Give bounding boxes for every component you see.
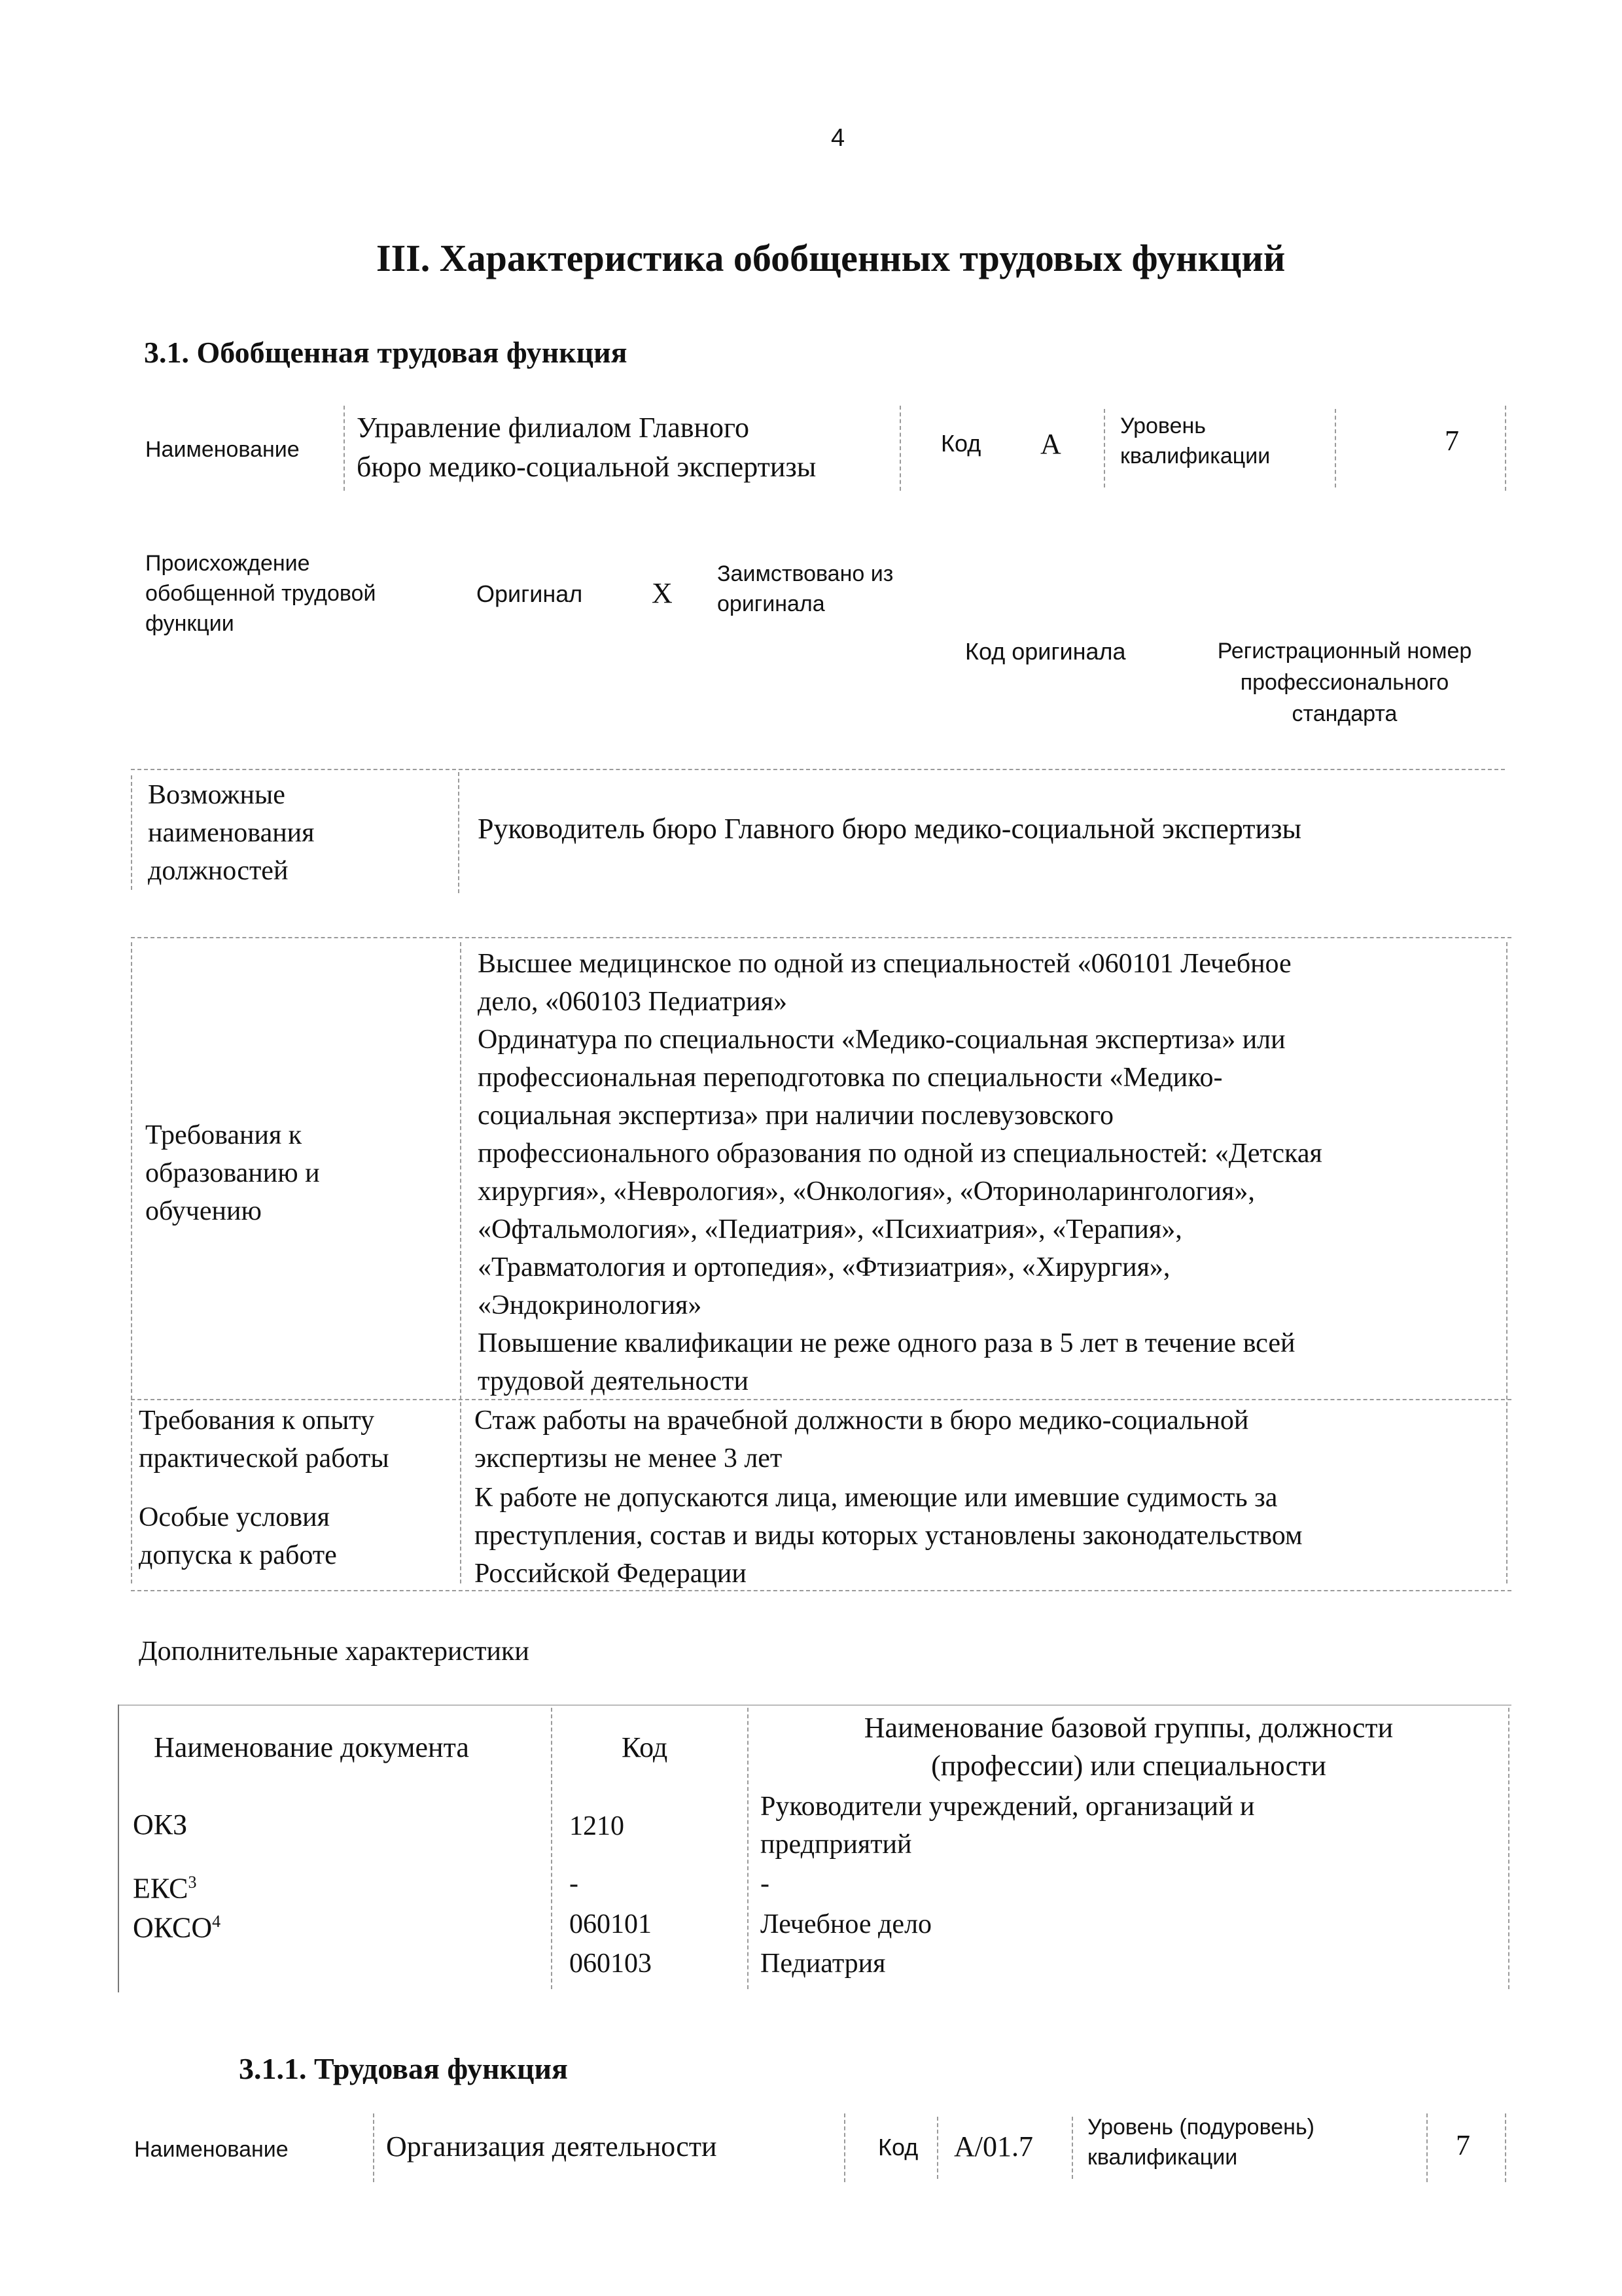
additional-title: Дополнительные характеристики [139, 1636, 529, 1667]
special-label-line2: допуска к работе [139, 1540, 337, 1570]
divider [1508, 1708, 1509, 1989]
table-row-doc: ОКСО$^4$ [133, 1911, 221, 1944]
positions-value: Руководитель бюро Главного бюро медико-социальной экспертизы [478, 813, 1302, 845]
tf-code: А/01.7 [954, 2130, 1033, 2163]
gtf-level-label-line2: квалификации [1120, 444, 1271, 468]
table-row-doc: ОКЗ [133, 1809, 188, 1841]
education-label-line3: обучению [145, 1196, 262, 1226]
reg-number-line3: стандарта [1292, 701, 1398, 726]
code-original-label: Код оригинала [965, 638, 1126, 665]
gtf-level-label-line1: Уровень [1120, 414, 1206, 438]
divider [131, 1590, 1511, 1591]
borrowed-label-line2: оригинала [717, 592, 825, 616]
reg-number-line1: Регистрационный номер [1217, 639, 1472, 663]
borrowed-label-line1: Заимствовано из [717, 561, 894, 586]
table-row-name-line1: Педиатрия [760, 1949, 886, 1979]
divider [747, 1708, 749, 1989]
section-title: III. Характеристика обобщенных трудовых функций [376, 237, 1286, 279]
table-row-code: 060101 [569, 1909, 652, 1939]
education-line: «Офтальмология», «Педиатрия», «Психиатрия», «Терапия», [478, 1214, 1182, 1245]
footnote-mark: 3 [188, 1873, 197, 1892]
tf-level-label-line1: Уровень (подуровень) [1087, 2115, 1314, 2140]
positions-label-line1: Возможные [148, 780, 285, 810]
reg-number-line2: профессионального [1240, 670, 1449, 695]
table-row-code: 1210 [569, 1811, 624, 1841]
divider [131, 937, 1511, 938]
divider [1505, 2113, 1506, 2182]
tf-title: 3.1.1. Трудовая функция [239, 2052, 568, 2085]
divider [1335, 409, 1336, 487]
education-line: социальная экспертиза» при наличии послевузовского [478, 1101, 1114, 1131]
divider [937, 2117, 938, 2179]
divider [1104, 409, 1105, 487]
experience-line1: Стаж работы на врачебной должности в бюро медико-социальной [474, 1405, 1249, 1436]
gtf-code-label: Код [941, 430, 981, 457]
header-name-line2: (профессии) или специальности [931, 1750, 1326, 1782]
header-name-line1: Наименование базовой группы, должности [864, 1712, 1394, 1744]
table-row-name-line1: - [760, 1869, 769, 1899]
education-line: трудовой деятельности [478, 1366, 749, 1396]
table-row-name-line1: Лечебное дело [760, 1909, 932, 1939]
tf-code-label: Код [878, 2134, 919, 2161]
origin-label-line1: Происхождение [145, 551, 310, 576]
experience-line2: экспертизы не менее 3 лет [474, 1443, 783, 1474]
origin-label-line3: функции [145, 611, 234, 636]
divider [1426, 2113, 1428, 2182]
footnote-mark: 4 [212, 1912, 221, 1931]
education-line: Ординатура по специальности «Медико-социальная экспертиза» или [478, 1025, 1286, 1055]
divider [551, 1708, 552, 1989]
experience-label-line2: практической работы [139, 1443, 389, 1474]
page-number: 4 [831, 124, 845, 152]
gtf-level: 7 [1445, 425, 1459, 457]
tf-level: 7 [1456, 2129, 1470, 2161]
positions-label-line2: наименования [148, 818, 315, 848]
tf-name: Организация деятельности [386, 2130, 717, 2163]
header-doc: Наименование документа [154, 1731, 469, 1763]
original-label: Оригинал [476, 580, 583, 607]
divider [131, 1399, 1511, 1400]
gtf-name-line1: Управление филиалом Главного [357, 412, 749, 444]
tf-level-label-line2: квалификации [1087, 2145, 1238, 2170]
table-row-code: - [569, 1869, 578, 1899]
special-line1: К работе не допускаются лица, имеющие или имевшие судимость за [474, 1483, 1278, 1513]
divider [458, 772, 459, 893]
tf-name-label: Наименование [134, 2137, 289, 2162]
table-row-name-line2: предприятий [760, 1829, 912, 1860]
divider [900, 406, 901, 491]
divider [844, 2113, 845, 2182]
special-line2: преступления, состав и виды которых установлены законодательством [474, 1521, 1303, 1551]
gtf-code: А [1040, 428, 1061, 460]
positions-label-line3: должностей [148, 856, 289, 886]
education-line: «Травматология и ортопедия», «Фтизиатрия», «Хирургия», [478, 1252, 1171, 1282]
divider [131, 769, 1505, 770]
divider [1505, 406, 1506, 491]
divider [1072, 2117, 1073, 2179]
gtf-name-line2: бюро медико-социальной экспертизы [357, 451, 817, 483]
experience-label-line1: Требования к опыту [139, 1405, 375, 1436]
special-line3: Российской Федерации [474, 1559, 747, 1589]
education-line: Повышение квалификации не реже одного раза в 5 лет в течение всей [478, 1328, 1296, 1358]
divider [118, 1704, 1511, 1706]
education-line: Высшее медицинское по одной из специальностей «060101 Лечебное [478, 949, 1292, 979]
original-mark: X [652, 577, 673, 609]
education-line: «Эндокринология» [478, 1290, 702, 1320]
education-line: профессиональная переподготовка по специальности «Медико- [478, 1063, 1223, 1093]
divider [344, 406, 345, 491]
education-line: хирургия», «Неврология», «Онкология», «Оториноларингология», [478, 1176, 1255, 1207]
table-row-code: 060103 [569, 1949, 652, 1979]
education-label-line1: Требования к [145, 1120, 302, 1150]
origin-label-line2: обобщенной трудовой [145, 581, 376, 606]
education-line: дело, «060103 Педиатрия» [478, 987, 787, 1017]
divider [460, 942, 461, 1583]
divider [118, 1704, 119, 1992]
gtf-name-label: Наименование [145, 437, 300, 462]
divider [131, 942, 132, 1583]
divider [373, 2113, 374, 2182]
subsection-title: 3.1. Обобщенная трудовая функция [144, 336, 627, 369]
education-label-line2: образованию и [145, 1158, 320, 1188]
special-label-line1: Особые условия [139, 1502, 330, 1532]
education-line: профессионального образования по одной из специальностей: «Детская [478, 1139, 1322, 1169]
table-row-doc: ЕКС$^3$ [133, 1872, 197, 1905]
table-row-name-line1: Руководители учреждений, организаций и [760, 1792, 1255, 1822]
divider [131, 775, 132, 890]
divider [1506, 942, 1507, 1583]
header-code: Код [622, 1731, 668, 1763]
